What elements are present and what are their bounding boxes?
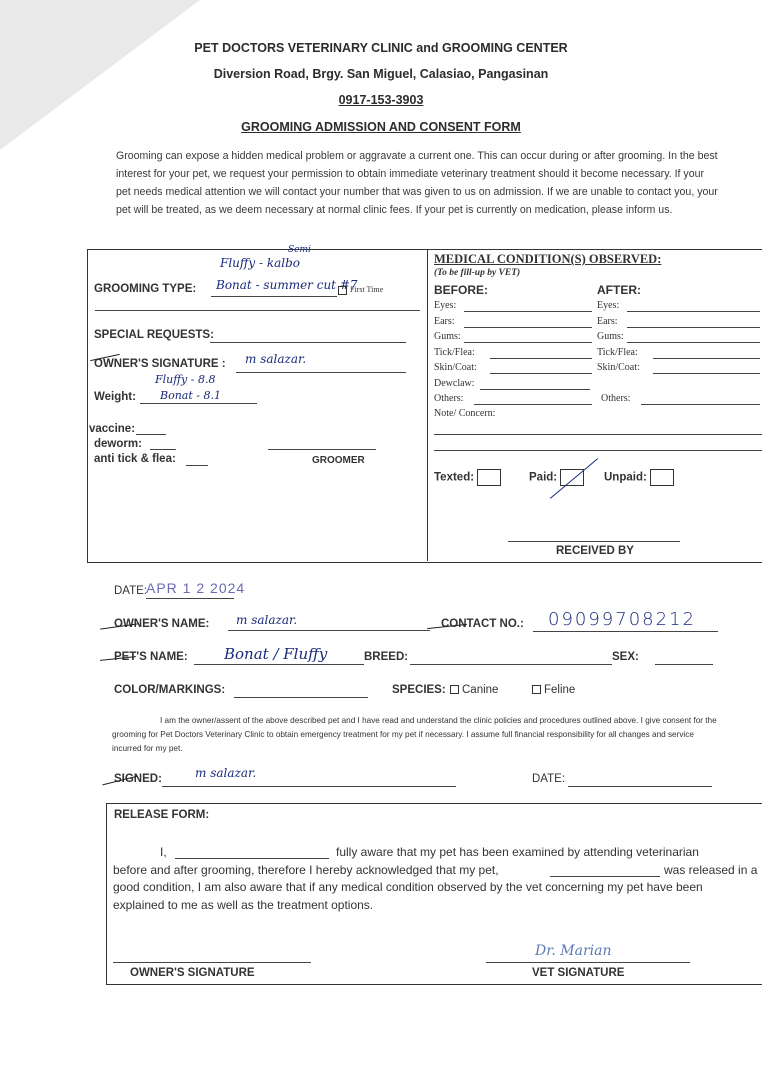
release-box bbox=[106, 803, 762, 985]
release-text-5: good condition, I am also aware that if any medical condition observed by the vet concerning my pet have been bbox=[113, 880, 703, 894]
owner-sig-line bbox=[113, 962, 311, 963]
grooming-extra-line bbox=[95, 310, 420, 311]
date2-label: DATE: bbox=[532, 773, 566, 785]
grooming-type-label: GROOMING TYPE: bbox=[94, 283, 197, 295]
release-name-line bbox=[175, 858, 329, 859]
contact-line bbox=[533, 631, 718, 632]
release-pet-line bbox=[550, 876, 660, 877]
medical-before-line bbox=[480, 389, 590, 390]
handwritten-semi: Semi bbox=[288, 245, 311, 255]
received-by-label: RECEIVED BY bbox=[556, 545, 634, 557]
handwritten-weight-2: Bonat - 8.1 bbox=[160, 389, 221, 402]
medical-after-line bbox=[641, 404, 760, 405]
signed-line bbox=[162, 786, 456, 787]
medical-after-row: Tick/Flea: bbox=[597, 346, 638, 358]
signed-label: SIGNED: bbox=[114, 773, 162, 785]
handwritten-vet-signature: Dr. Marian bbox=[535, 943, 612, 959]
medical-before-row: Others: bbox=[434, 393, 464, 404]
handwritten-owner-signature: m salazar. bbox=[245, 352, 307, 366]
feline-checkbox[interactable] bbox=[532, 685, 541, 694]
clinic-address: Diversion Road, Brgy. San Miguel, Calasiao, Pangasinan bbox=[213, 67, 549, 81]
canine-label: Canine bbox=[462, 684, 499, 696]
vaccine-line bbox=[136, 434, 166, 435]
medical-after-line bbox=[627, 327, 760, 328]
release-text-3: before and after grooming, therefore I hereby acknowledged that my pet, bbox=[113, 863, 499, 877]
antitick-label: anti tick & flea: bbox=[94, 453, 176, 465]
release-text-4: was released in a bbox=[664, 863, 758, 877]
vet-sig-label: VET SIGNATURE bbox=[532, 967, 625, 979]
release-title: RELEASE FORM: bbox=[114, 809, 210, 821]
intro-paragraph: Grooming can expose a hidden medical problem or aggravate a current one. This can occur during or after grooming. In the best interest for your pet, we request your permission to obtain immediate veterinary treatment should it become necessary. If your pet needs medical attention we will contact your number that was given to us on admission. If we are unable to contact you, your pet will be treated, as we deem necessary at normal clinic fees. If your pet is currently on medication, please inform us. bbox=[116, 150, 718, 216]
medical-before-line bbox=[464, 311, 592, 312]
unpaid-option[interactable] bbox=[604, 469, 674, 486]
date-line bbox=[146, 598, 234, 599]
clinic-name: PET DOCTORS VETERINARY CLINIC and GROOMING CENTER bbox=[194, 41, 568, 55]
form-title: GROOMING ADMISSION AND CONSENT FORM bbox=[241, 120, 521, 134]
medical-after-row: Ears: bbox=[597, 315, 618, 327]
owner-signature-label: OWNER'S SIGNATURE : bbox=[94, 358, 226, 370]
medical-before-row: Skin/Coat: bbox=[434, 362, 477, 373]
before-label: BEFORE: bbox=[434, 283, 488, 297]
handwritten-signed: m salazar. bbox=[195, 766, 257, 780]
medical-after-row: Eyes: bbox=[597, 300, 620, 311]
medical-before-line bbox=[464, 327, 592, 328]
vet-sig-line bbox=[486, 962, 690, 963]
clinic-phone: 0917-153-3903 bbox=[338, 93, 424, 107]
medical-subtitle: (To be fill-up by VET) bbox=[434, 268, 521, 278]
special-requests-label: SPECIAL REQUESTS: bbox=[94, 329, 214, 341]
sex-label: SEX: bbox=[612, 651, 639, 663]
groomer-line bbox=[268, 449, 376, 450]
groomer-label: GROOMER bbox=[312, 455, 365, 466]
texted-label: Texted: bbox=[434, 471, 475, 484]
unpaid-label: Unpaid: bbox=[604, 471, 647, 484]
breed-line bbox=[410, 664, 612, 665]
date2-line bbox=[568, 786, 712, 787]
handwritten-grooming-type-2: Bonat - summer cut #7 bbox=[216, 278, 358, 292]
breed-label: BREED: bbox=[364, 651, 409, 663]
date-label: DATE: bbox=[114, 585, 148, 597]
medical-before-row: Eyes: bbox=[434, 300, 457, 311]
paid-label: Paid: bbox=[529, 471, 558, 484]
after-label: AFTER: bbox=[597, 283, 641, 297]
admission-box bbox=[87, 249, 762, 563]
medical-before-line bbox=[490, 358, 592, 359]
consent-text: I am the owner/assent of the above described pet and I have read and understand the clinic policies and procedures outlined above. I give consent for the grooming for Pet Doctors Veterinary Clinic to obtain emergency treatment for my pet if necessary. I assume full financial responsibility for all changes and service incurred for my pet. bbox=[112, 716, 717, 753]
feline-label: Feline bbox=[544, 684, 576, 696]
contact-label: CONTACT NO.: bbox=[441, 618, 524, 630]
owner-signature-line bbox=[236, 372, 406, 373]
medical-before-line bbox=[474, 404, 592, 405]
handwritten-contact: 09099708212 bbox=[548, 609, 696, 630]
first-time-option[interactable] bbox=[338, 285, 383, 295]
handwritten-grooming-type-1: Fluffy - kalbo bbox=[220, 256, 301, 270]
release-text-6: explained to me as well as the treatment options. bbox=[113, 898, 374, 912]
medical-after-row: Skin/Coat: bbox=[597, 362, 640, 373]
color-label: COLOR/MARKINGS: bbox=[114, 684, 226, 696]
owner-name-label: OWNER'S NAME: bbox=[114, 618, 210, 630]
canine-option[interactable] bbox=[450, 684, 498, 696]
handwritten-weight-1: Fluffy - 8.8 bbox=[155, 373, 216, 386]
box-divider bbox=[427, 249, 428, 561]
medical-before-row: Ears: bbox=[434, 315, 455, 327]
medical-after-line bbox=[653, 358, 760, 359]
first-time-checkbox[interactable] bbox=[338, 286, 347, 295]
grooming-type-line bbox=[211, 296, 337, 297]
weight-line bbox=[140, 403, 257, 404]
sex-line bbox=[655, 664, 713, 665]
owner-sig-label: OWNER'S SIGNATURE bbox=[130, 967, 255, 979]
medical-before-row: Tick/Flea: bbox=[434, 346, 475, 358]
medical-after-line bbox=[653, 373, 760, 374]
feline-option[interactable] bbox=[532, 684, 575, 696]
species-label: SPECIES: bbox=[392, 684, 446, 696]
medical-before-row: Dewclaw: bbox=[434, 377, 475, 389]
first-time-label: First Time bbox=[350, 285, 384, 294]
color-line bbox=[234, 697, 368, 698]
deworm-label: deworm: bbox=[94, 438, 142, 450]
handwritten-owner-name: m salazar. bbox=[236, 613, 298, 627]
pet-name-label: PET'S NAME: bbox=[114, 651, 188, 663]
medical-before-line bbox=[464, 342, 592, 343]
note-line-2 bbox=[434, 450, 762, 451]
handwritten-pet-name: Bonat / Fluffy bbox=[224, 645, 328, 663]
release-text-1: I, bbox=[160, 845, 167, 859]
unpaid-checkbox[interactable] bbox=[650, 469, 674, 486]
medical-before-row: Gums: bbox=[434, 331, 461, 342]
medical-after-line bbox=[627, 311, 760, 312]
medical-after-line bbox=[627, 342, 760, 343]
date-stamp: APR 1 2 2024 bbox=[146, 580, 246, 596]
weight-label: Weight: bbox=[94, 391, 136, 403]
medical-title: MEDICAL CONDITION(S) OBSERVED: bbox=[434, 252, 662, 266]
vaccine-label: vaccine: bbox=[89, 423, 136, 435]
owner-name-line bbox=[228, 630, 430, 631]
note-label: Note/ Concern: bbox=[434, 408, 496, 419]
pet-name-line bbox=[194, 664, 364, 665]
note-line-1 bbox=[434, 434, 762, 435]
antitick-line bbox=[186, 465, 208, 466]
special-requests-line bbox=[210, 342, 406, 343]
deworm-line bbox=[150, 449, 176, 450]
medical-after-row: Others: bbox=[601, 393, 631, 404]
texted-checkbox[interactable] bbox=[477, 469, 501, 486]
medical-before-line bbox=[490, 373, 592, 374]
release-text-2: fully aware that my pet has been examined by attending veterinarian bbox=[336, 845, 699, 859]
medical-after-row: Gums: bbox=[597, 331, 624, 342]
received-by-line bbox=[508, 541, 680, 542]
canine-checkbox[interactable] bbox=[450, 685, 459, 694]
texted-option[interactable] bbox=[434, 469, 501, 486]
